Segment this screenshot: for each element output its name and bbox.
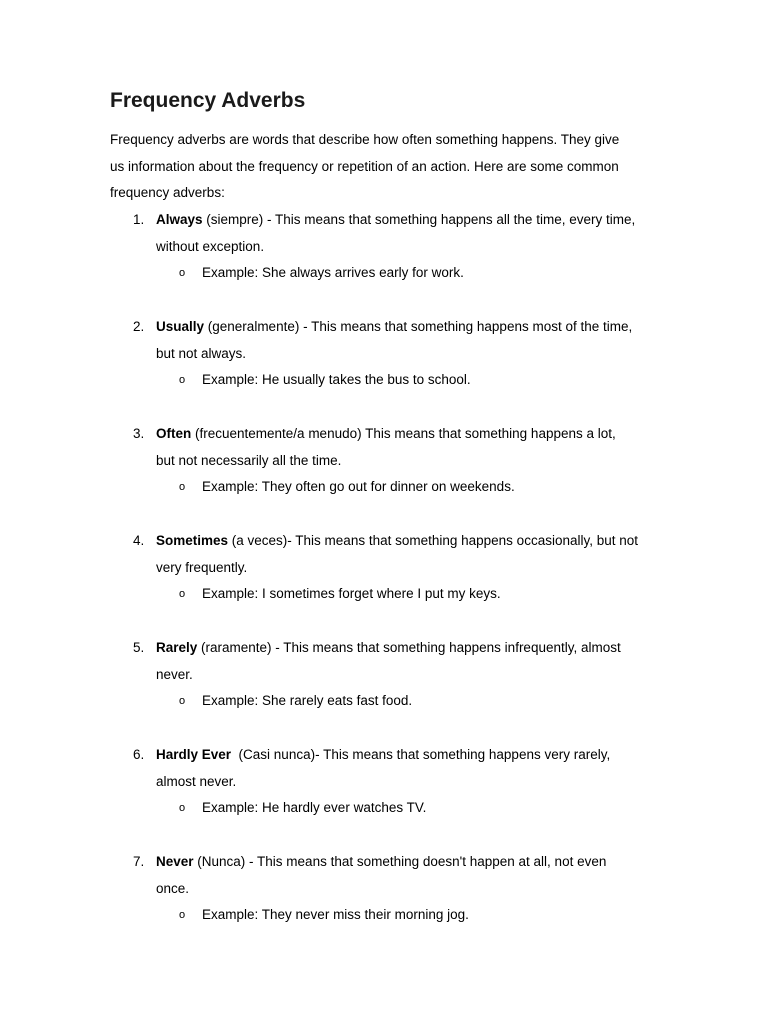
example-line (179, 581, 501, 608)
item-term: Hardly Ever (156, 747, 232, 762)
item-number: 7. (133, 854, 145, 869)
example-line (179, 688, 412, 715)
example-line (179, 367, 471, 394)
page-title: Frequency Adverbs (110, 89, 306, 112)
intro-line: Frequency adverbs are words that describe how often something happens. They give (110, 132, 620, 147)
example-text: Example: She always arrives early for work. (202, 265, 464, 280)
item-description-continued: almost never. (156, 773, 237, 789)
item-definition (156, 635, 676, 688)
item-description-continued: without exception. (156, 238, 265, 254)
item-definition (156, 314, 676, 367)
hollow-circle-bullet-icon: o (179, 588, 186, 600)
hollow-circle-bullet-icon: o (179, 267, 186, 279)
item-description: (frecuentemente/a menudo) This means that something happens a lot, (191, 426, 616, 441)
item-description-continued: but not necessarily all the time. (156, 452, 342, 468)
intro-line: us information about the frequency or repetition of an action. Here are some common (110, 158, 619, 174)
item-term: Sometimes (156, 533, 229, 548)
item-number: 3. (133, 426, 145, 441)
item-number: 2. (133, 319, 145, 334)
example-text: Example: They never miss their morning jog. (202, 907, 469, 922)
item-term: Never (156, 854, 194, 869)
example-line (179, 902, 469, 929)
item-number: 5. (133, 640, 145, 655)
item-definition (156, 207, 676, 260)
item-definition (156, 849, 676, 902)
item-description: (Casi nunca)- This means that something happens very rarely, (231, 747, 611, 762)
item-number: 6. (133, 747, 145, 762)
example-line (179, 795, 426, 822)
item-definition (156, 742, 676, 795)
item-description: (generalmente) - This means that something happens most of the time, (204, 319, 633, 334)
item-term: Often (156, 426, 192, 441)
hollow-circle-bullet-icon: o (179, 909, 186, 921)
item-term: Usually (156, 319, 205, 334)
item-term: Rarely (156, 640, 198, 655)
hollow-circle-bullet-icon: o (179, 695, 186, 707)
item-description: (Nunca) - This means that something doesn't happen at all, not even (193, 854, 607, 869)
example-text: Example: They often go out for dinner on weekends. (202, 479, 515, 494)
hollow-circle-bullet-icon: o (179, 374, 186, 386)
hollow-circle-bullet-icon: o (179, 802, 186, 814)
item-description: (raramente) - This means that something happens infrequently, almost (197, 640, 621, 655)
item-description-continued: once. (156, 880, 190, 896)
intro-paragraph (110, 127, 670, 207)
example-text: Example: He hardly ever watches TV. (202, 800, 427, 815)
example-line (179, 474, 515, 501)
item-description: (siempre) - This means that something happens all the time, every time, (202, 212, 636, 227)
item-description-continued: but not always. (156, 345, 247, 361)
item-description: (a veces)- This means that something happens occasionally, but not (228, 533, 639, 548)
intro-line: frequency adverbs: (110, 185, 225, 200)
example-text: Example: He usually takes the bus to school. (202, 372, 471, 387)
hollow-circle-bullet-icon: o (179, 481, 186, 493)
item-definition (156, 421, 676, 474)
item-description-continued: never. (156, 666, 193, 682)
example-text: Example: She rarely eats fast food. (202, 693, 413, 708)
example-text: Example: I sometimes forget where I put my keys. (202, 586, 501, 601)
item-description-continued: very frequently. (156, 559, 248, 575)
item-number: 1. (133, 212, 145, 227)
item-number: 4. (133, 533, 145, 548)
example-line (179, 260, 464, 287)
item-term: Always (156, 212, 203, 227)
item-definition (156, 528, 676, 581)
